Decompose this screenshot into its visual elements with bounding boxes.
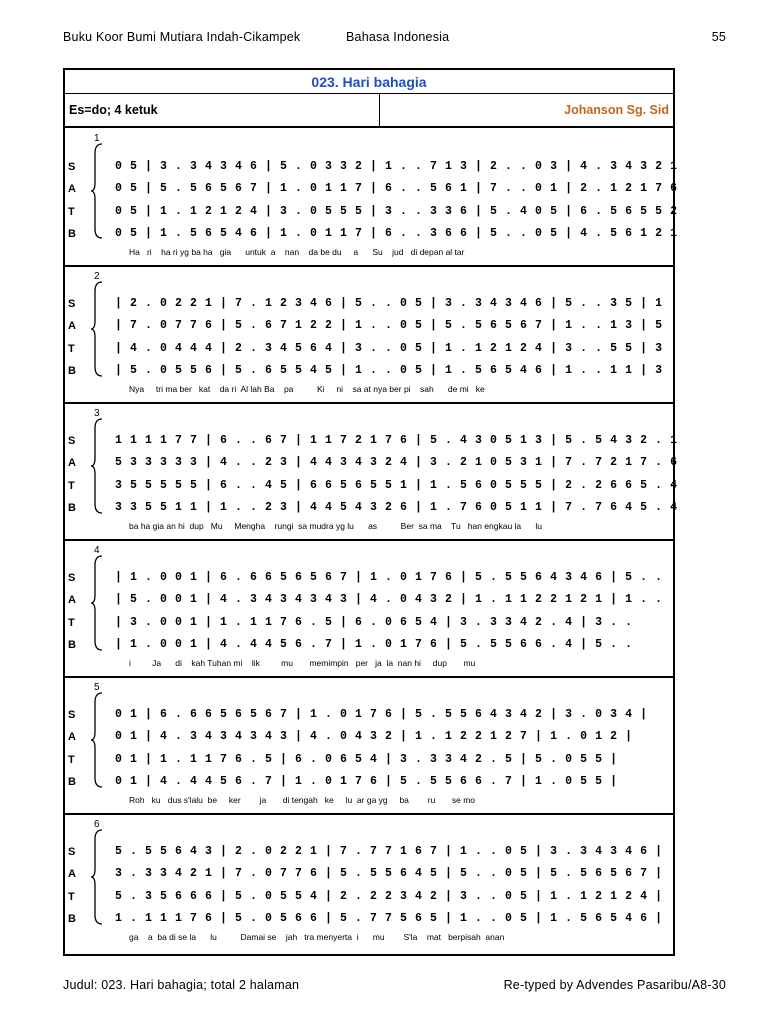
voice-label-tenor: T (68, 206, 75, 218)
notes-alto: 5 3 3 3 3 3 | 4 . . 2 3 | 4 4 3 4 3 2 4 | 3 . 2 1 0 5 3 1 | 7 . 7 2 1 7 . 6 (115, 456, 678, 469)
voice-label-soprano: S (68, 572, 76, 584)
system-2 (65, 267, 673, 404)
lyrics-line: Nya tri ma ber kat da ri Al lah Ba pa Ki ni sa at nya ber pi sah de mi ke (129, 384, 485, 394)
notes-tenor: 0 5 | 1 . 1 2 1 2 4 | 3 . 0 5 5 5 | 3 . . 3 3 6 | 5 . 4 0 5 | 6 . 5 6 5 5 2 (115, 205, 678, 218)
footer-retyped-by: Re-typed by Advendes Pasaribu/A8-30 (503, 978, 726, 992)
voice-label-bass: B (68, 776, 76, 788)
voice-label-tenor: T (68, 891, 75, 903)
key-signature: Es=do; 4 ketuk (69, 103, 158, 117)
header-book-title: Buku Koor Bumi Mutiara Indah-Cikampek (63, 30, 301, 44)
voice-label-tenor: T (68, 343, 75, 355)
brace-icon (91, 692, 103, 788)
lyrics-line: ba ha gia an hi dup Mu Mengha rungi sa mudra yg lu as Ber sa ma Tu han engkau la lu (129, 521, 542, 531)
voice-label-soprano: S (68, 161, 76, 173)
notes-tenor: | 3 . 0 0 1 | 1 . 1 1 7 6 . 5 | 6 . 0 6 5 4 | 3 . 3 3 4 2 . 4 | 3 . . (115, 616, 633, 629)
header-language: Bahasa Indonesia (346, 30, 450, 44)
voice-label-tenor: T (68, 480, 75, 492)
voice-label-alto: A (68, 457, 76, 469)
voice-label-alto: A (68, 868, 76, 880)
voice-label-alto: A (68, 183, 76, 195)
notes-soprano: 1 1 1 1 7 7 | 6 . . 6 7 | 1 1 7 2 1 7 6 | 5 . 4 3 0 5 1 3 | 5 . 5 4 3 2 . 1 (115, 434, 678, 447)
voice-label-tenor: T (68, 617, 75, 629)
voice-label-alto: A (68, 594, 76, 606)
system-4 (65, 541, 673, 678)
song-title: 023. Hari bahagia (311, 74, 427, 90)
system-number: 1 (94, 133, 100, 144)
notes-tenor: 3 5 5 5 5 5 | 6 . . 4 5 | 6 6 5 6 5 5 1 | 1 . 5 6 0 5 5 5 | 2 . 2 6 6 5 . 4 (115, 479, 678, 492)
voice-label-bass: B (68, 228, 76, 240)
voice-label-bass: B (68, 365, 76, 377)
lyrics-line: Ha ri ha ri yg ba ha gia untuk a nan da be du a Su jud di depan al tar (129, 247, 465, 257)
lyrics-line: i Ja di kah Tuhan mi lik mu memimpin per ja la nan hi dup mu (129, 658, 476, 668)
brace-icon (91, 143, 103, 239)
system-number: 2 (94, 271, 100, 282)
meta-row (65, 94, 673, 128)
notes-soprano: 0 5 | 3 . 3 4 3 4 6 | 5 . 0 3 3 2 | 1 . . 7 1 3 | 2 . . 0 3 | 4 . 3 4 3 2 1 (115, 160, 678, 173)
notes-soprano: 5 . 5 5 6 4 3 | 2 . 0 2 2 1 | 7 . 7 7 1 6 7 | 1 . . 0 5 | 3 . 3 4 3 4 6 | (115, 845, 663, 858)
voice-label-bass: B (68, 639, 76, 651)
system-3 (65, 404, 678, 541)
lyrics-line: ga a ba di se la lu Damai se jah tra menyerta i mu S'la mat berpisah anan (129, 932, 505, 942)
notes-bass: 1 . 1 1 1 7 6 | 5 . 0 5 6 6 | 5 . 7 7 5 6 5 | 1 . . 0 5 | 1 . 5 6 5 4 6 | (115, 912, 663, 925)
page-number: 55 (711, 30, 726, 44)
footer-song-info: Judul: 023. Hari bahagia; total 2 halaman (63, 978, 300, 992)
notes-alto: 0 1 | 4 . 3 4 3 4 3 4 3 | 4 . 0 4 3 2 | 1 . 1 2 2 1 2 7 | 1 . 0 1 2 | (115, 730, 633, 743)
notes-alto: 0 5 | 5 . 5 6 5 6 7 | 1 . 0 1 1 7 | 6 . . 5 6 1 | 7 . . 0 1 | 2 . 1 2 1 7 6 (115, 182, 678, 195)
brace-icon (91, 281, 103, 377)
notes-soprano: | 2 . 0 2 2 1 | 7 . 1 2 3 4 6 | 5 . . 0 5 | 3 . 3 4 3 4 6 | 5 . . 3 5 | 1 (115, 297, 663, 310)
system-6 (65, 815, 673, 954)
voice-label-tenor: T (68, 754, 75, 766)
system-5 (65, 678, 673, 815)
notes-tenor: | 4 . 0 4 4 4 | 2 . 3 4 5 6 4 | 3 . . 0 5 | 1 . 1 2 1 2 4 | 3 . . 5 5 | 3 (115, 342, 663, 355)
notes-bass: 3 3 5 5 1 1 | 1 . . 2 3 | 4 4 5 4 3 2 6 | 1 . 7 6 0 5 1 1 | 7 . 7 6 4 5 . 4 (115, 501, 678, 514)
lyrics-line: Roh ku dus s'lalu be ker ja di tengah ke lu ar ga yg ba ru se mo (129, 795, 476, 805)
notes-tenor: 5 . 3 5 6 6 6 | 5 . 0 5 5 4 | 2 . 2 2 3 4 2 | 3 . . 0 5 | 1 . 1 2 1 2 4 | (115, 890, 663, 903)
voice-label-bass: B (68, 502, 76, 514)
voice-label-soprano: S (68, 709, 76, 721)
notes-bass: | 1 . 0 0 1 | 4 . 4 4 5 6 . 7 | 1 . 0 1 7 6 | 5 . 5 5 6 6 . 4 | 5 . . (115, 638, 633, 651)
voice-label-alto: A (68, 320, 76, 332)
title-row (65, 70, 673, 94)
voice-label-soprano: S (68, 846, 76, 858)
system-1 (65, 129, 678, 267)
system-number: 5 (94, 682, 100, 693)
voice-label-bass: B (68, 913, 76, 925)
meta-divider (379, 94, 380, 127)
composer: Johanson Sg. Sid (564, 103, 669, 117)
voice-label-soprano: S (68, 298, 76, 310)
brace-icon (91, 418, 103, 514)
notes-alto: | 7 . 0 7 7 6 | 5 . 6 7 1 2 2 | 1 . . 0 5 | 5 . 5 6 5 6 7 | 1 . . 1 3 | 5 (115, 319, 663, 332)
voice-label-alto: A (68, 731, 76, 743)
notes-alto: 3 . 3 3 4 2 1 | 7 . 0 7 7 6 | 5 . 5 5 6 4 5 | 5 . . 0 5 | 5 . 5 6 5 6 7 | (115, 867, 663, 880)
notes-tenor: 0 1 | 1 . 1 1 7 6 . 5 | 6 . 0 6 5 4 | 3 . 3 3 4 2 . 5 | 5 . 0 5 5 | (115, 753, 618, 766)
brace-icon (91, 829, 103, 925)
notes-bass: 0 1 | 4 . 4 4 5 6 . 7 | 1 . 0 1 7 6 | 5 . 5 5 6 6 . 7 | 1 . 0 5 5 | (115, 775, 618, 788)
notes-soprano: | 1 . 0 0 1 | 6 . 6 6 5 6 5 6 7 | 1 . 0 1 7 6 | 5 . 5 5 6 4 3 4 6 | 5 . . (115, 571, 663, 584)
system-number: 4 (94, 545, 100, 556)
brace-icon (91, 555, 103, 651)
notes-bass: 0 5 | 1 . 5 6 5 4 6 | 1 . 0 1 1 7 | 6 . . 3 6 6 | 5 . . 0 5 | 4 . 5 6 1 2 1 (115, 227, 678, 240)
notes-bass: | 5 . 0 5 5 6 | 5 . 6 5 5 4 5 | 1 . . 0 5 | 1 . 5 6 5 4 6 | 1 . . 1 1 | 3 (115, 364, 663, 377)
voice-label-soprano: S (68, 435, 76, 447)
system-number: 3 (94, 408, 100, 419)
system-number: 6 (94, 819, 100, 830)
score-sheet (63, 68, 678, 956)
notes-soprano: 0 1 | 6 . 6 6 5 6 5 6 7 | 1 . 0 1 7 6 | 5 . 5 5 6 4 3 4 2 | 3 . 0 3 4 | (115, 708, 648, 721)
notes-alto: | 5 . 0 0 1 | 4 . 3 4 3 4 3 4 3 | 4 . 0 4 3 2 | 1 . 1 1 2 2 1 2 1 | 1 . . (115, 593, 663, 606)
